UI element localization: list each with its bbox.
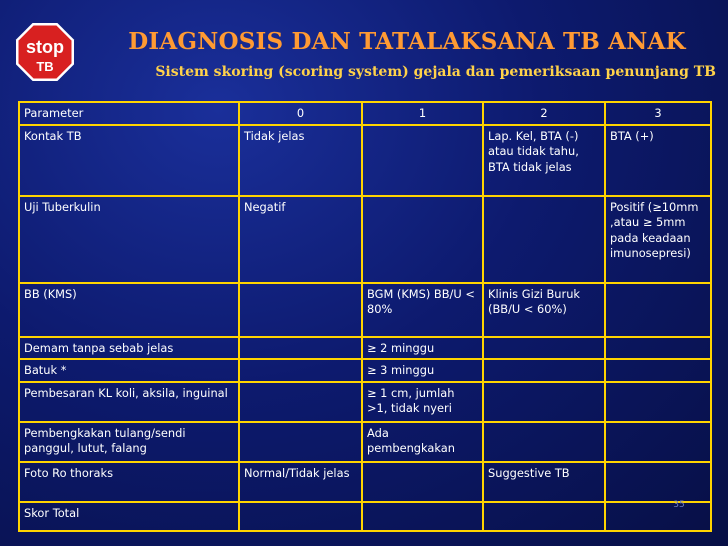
table-cell — [483, 337, 605, 360]
table-cell: BGM (KMS) BB/U < 80% — [362, 283, 483, 337]
table-cell — [362, 196, 483, 283]
table-cell: Demam tanpa sebab jelas — [19, 337, 239, 360]
table-cell — [605, 359, 711, 382]
table-cell: Pembengkakan tulang/sendi panggul, lutut, falang — [19, 422, 239, 462]
table-cell: ≥ 1 cm, jumlah >1, tidak nyeri — [362, 382, 483, 422]
table-cell — [362, 502, 483, 531]
table-cell — [605, 382, 711, 422]
table-cell — [362, 125, 483, 196]
table-cell: Suggestive TB — [483, 462, 605, 502]
table-row — [19, 337, 711, 360]
table-cell — [483, 382, 605, 422]
table-row — [19, 125, 711, 196]
table-cell — [239, 382, 362, 422]
table-cell: Uji Tuberkulin — [19, 196, 239, 283]
table-row — [19, 382, 711, 422]
table-cell: Foto Ro thoraks — [19, 462, 239, 502]
table-cell: Normal/Tidak jelas — [239, 462, 362, 502]
table-cell — [362, 462, 483, 502]
table-cell — [239, 359, 362, 382]
page-number: 35 — [673, 500, 685, 510]
table-cell: Pembesaran KL koli, aksila, inguinal — [19, 382, 239, 422]
page-subtitle: Sistem skoring (scoring system) gejala dan pemeriksaan penunjang TB — [155, 64, 716, 80]
table-cell — [239, 337, 362, 360]
logo-text-stop: stop — [26, 37, 64, 57]
table-cell: BTA (+) — [605, 125, 711, 196]
table-cell: Tidak jelas — [239, 125, 362, 196]
stop-tb-logo — [15, 22, 75, 82]
column-header: 2 — [483, 102, 605, 125]
table-cell: Klinis Gizi Buruk (BB/U < 60%) — [483, 283, 605, 337]
table-cell: Kontak TB — [19, 125, 239, 196]
table-cell — [483, 359, 605, 382]
scoring-table — [18, 101, 712, 532]
table-cell — [605, 283, 711, 337]
table-cell: ≥ 2 minggu — [362, 337, 483, 360]
table-header-row — [19, 102, 711, 125]
table-row — [19, 502, 711, 531]
table-row — [19, 462, 711, 502]
table-cell: Ada pembengkakan — [362, 422, 483, 462]
table-cell — [239, 502, 362, 531]
column-header: 0 — [239, 102, 362, 125]
logo-text-tb: TB — [36, 59, 54, 74]
table-cell — [239, 283, 362, 337]
table-cell — [483, 422, 605, 462]
table-cell: Batuk * — [19, 359, 239, 382]
table-row — [19, 196, 711, 283]
table-cell — [605, 422, 711, 462]
table-cell: Lap. Kel, BTA (-) atau tidak tahu, BTA tidak jelas — [483, 125, 605, 196]
table-row — [19, 283, 711, 337]
table-cell: Negatif — [239, 196, 362, 283]
table-cell — [239, 422, 362, 462]
table-cell — [605, 502, 711, 531]
table-cell — [605, 337, 711, 360]
table-row — [19, 359, 711, 382]
table-cell: BB (KMS) — [19, 283, 239, 337]
table-row — [19, 422, 711, 462]
column-header: 3 — [605, 102, 711, 125]
table-cell — [483, 502, 605, 531]
table-cell — [605, 462, 711, 502]
table-cell: Skor Total — [19, 502, 239, 531]
table-cell: ≥ 3 minggu — [362, 359, 483, 382]
table-cell: Positif (≥10mm ,atau ≥ 5mm pada keadaan imunosepresi) — [605, 196, 711, 283]
column-header: 1 — [362, 102, 483, 125]
table-cell — [483, 196, 605, 283]
column-header: Parameter — [19, 102, 239, 125]
page-title: DIAGNOSIS DAN TATALAKSANA TB ANAK — [128, 28, 686, 55]
